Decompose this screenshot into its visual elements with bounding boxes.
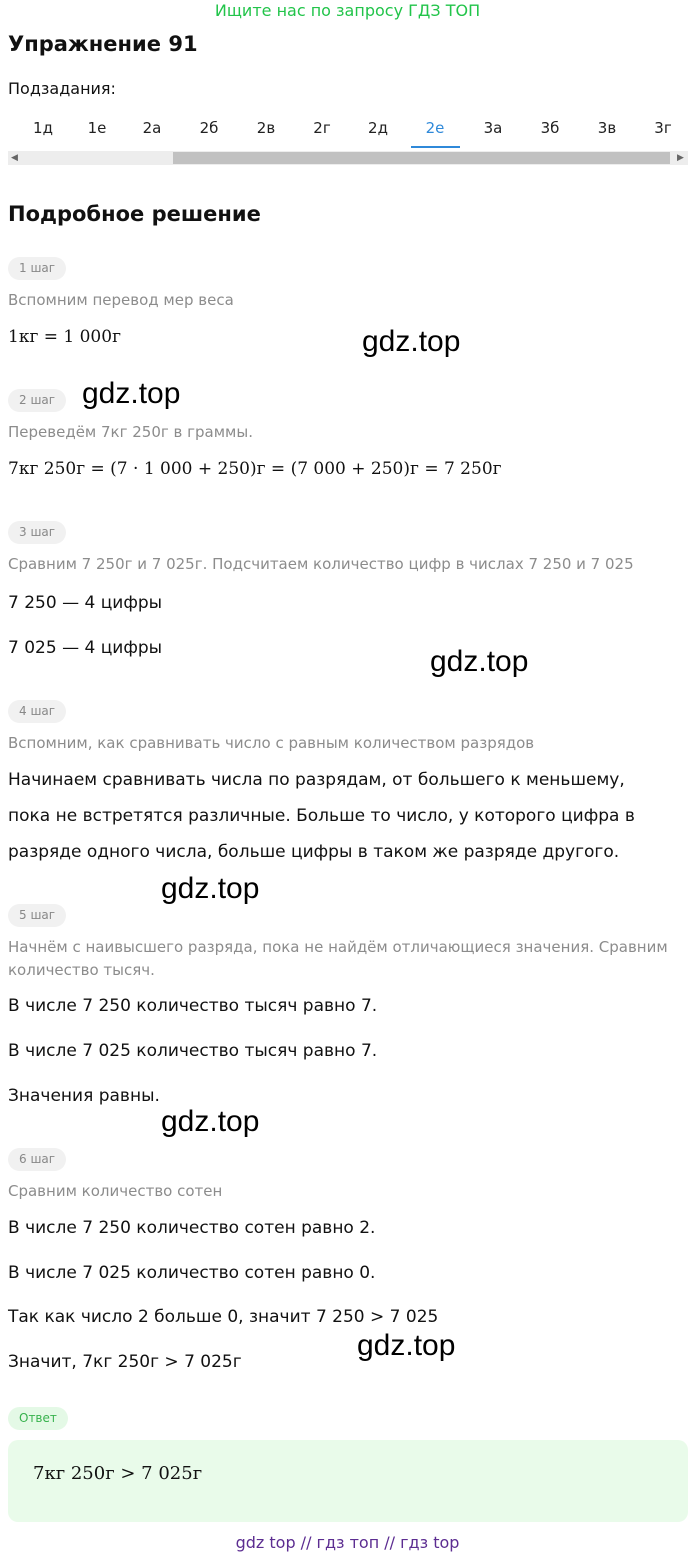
step-badge: 2 шаг [8,389,66,412]
tab-3v[interactable]: 3в [597,119,617,137]
step-line: 1кг = 1 000г [8,327,121,347]
footer-links[interactable]: gdz top // гдз топ // гдз top [235,1533,460,1552]
step-hint: Начнём с наивысшего разряда, пока не найдём отличающиеся значения. Сравним количество тысяч. [8,938,668,979]
watermark: gdz.top [82,377,181,410]
step-line: Значения равны. [8,1086,160,1106]
tab-2b[interactable]: 2б [199,119,219,137]
scroll-right-icon[interactable]: ▶ [677,153,684,163]
step-line: В числе 7 250 количество сотен равно 2. [8,1218,376,1238]
step-badge: 5 шаг [8,904,66,927]
answer-badge: Ответ [8,1407,68,1430]
tab-2v[interactable]: 2в [256,119,276,137]
step-hint: Переведём 7кг 250г в граммы. [8,423,253,441]
watermark: gdz.top [362,325,461,358]
step-badge: 1 шаг [8,257,66,280]
step-line: Так как число 2 больше 0, значит 7 250 > 7 025 [8,1307,439,1327]
watermark: gdz.top [161,872,260,905]
step-line: В числе 7 250 количество тысяч равно 7. [8,996,378,1016]
subtasks-label: Подзадания: [8,79,116,98]
page-title: Упражнение 91 [8,32,198,56]
tab-2a[interactable]: 2а [142,119,162,137]
step-hint: Сравним количество сотен [8,1182,223,1200]
tab-3b[interactable]: 3б [540,119,560,137]
step-line: Значит, 7кг 250г > 7 025г [8,1352,242,1372]
step-badge: 6 шаг [8,1148,66,1171]
step-badge: 4 шаг [8,700,66,723]
watermark: gdz.top [430,645,529,678]
watermark: gdz.top [357,1329,456,1362]
tab-2g[interactable]: 2г [313,119,331,137]
watermark: gdz.top [161,1105,260,1138]
tab-3a[interactable]: 3а [483,119,503,137]
tab-1e[interactable]: 1е [87,119,107,137]
step-line: 7 025 — 4 цифры [8,638,163,658]
step-hint: Вспомним перевод мер веса [8,291,234,309]
scrollbar-thumb[interactable] [173,152,670,164]
step-hint: Сравним 7 250г и 7 025г. Подсчитаем количество цифр в числах 7 250 и 7 025 [8,555,634,573]
step-badge: 3 шаг [8,521,66,544]
step-line: 7 250 — 4 цифры [8,593,163,613]
step-line: 7кг 250г = (7 · 1 000 + 250)г = (7 000 + 250)г = 7 250г [8,459,502,479]
tab-3g[interactable]: 3г [654,119,672,137]
tab-1d[interactable]: 1д [33,119,53,137]
answer-text: 7кг 250г > 7 025г [33,1463,203,1484]
tab-2d[interactable]: 2д [368,119,388,137]
tab-2e[interactable]: 2е [425,119,445,137]
section-title: Подробное решение [8,202,261,226]
active-tab-indicator [411,146,460,148]
step-line: В числе 7 025 количество сотен равно 0. [8,1263,376,1283]
step-line: Начинаем сравнивать числа по разрядам, от большего к меньшему, пока не встретятся различные. Больше то число, у которого цифра в разряде одного числа, больше цифры в таком же разряде другого. [8,770,635,862]
step-hint: Вспомним, как сравнивать число с равным количеством разрядов [8,734,535,752]
promo-banner[interactable]: Ищите нас по запросу ГДЗ ТОП [214,1,481,20]
scroll-left-icon[interactable]: ◀ [11,153,18,163]
step-line: В числе 7 025 количество тысяч равно 7. [8,1041,378,1061]
